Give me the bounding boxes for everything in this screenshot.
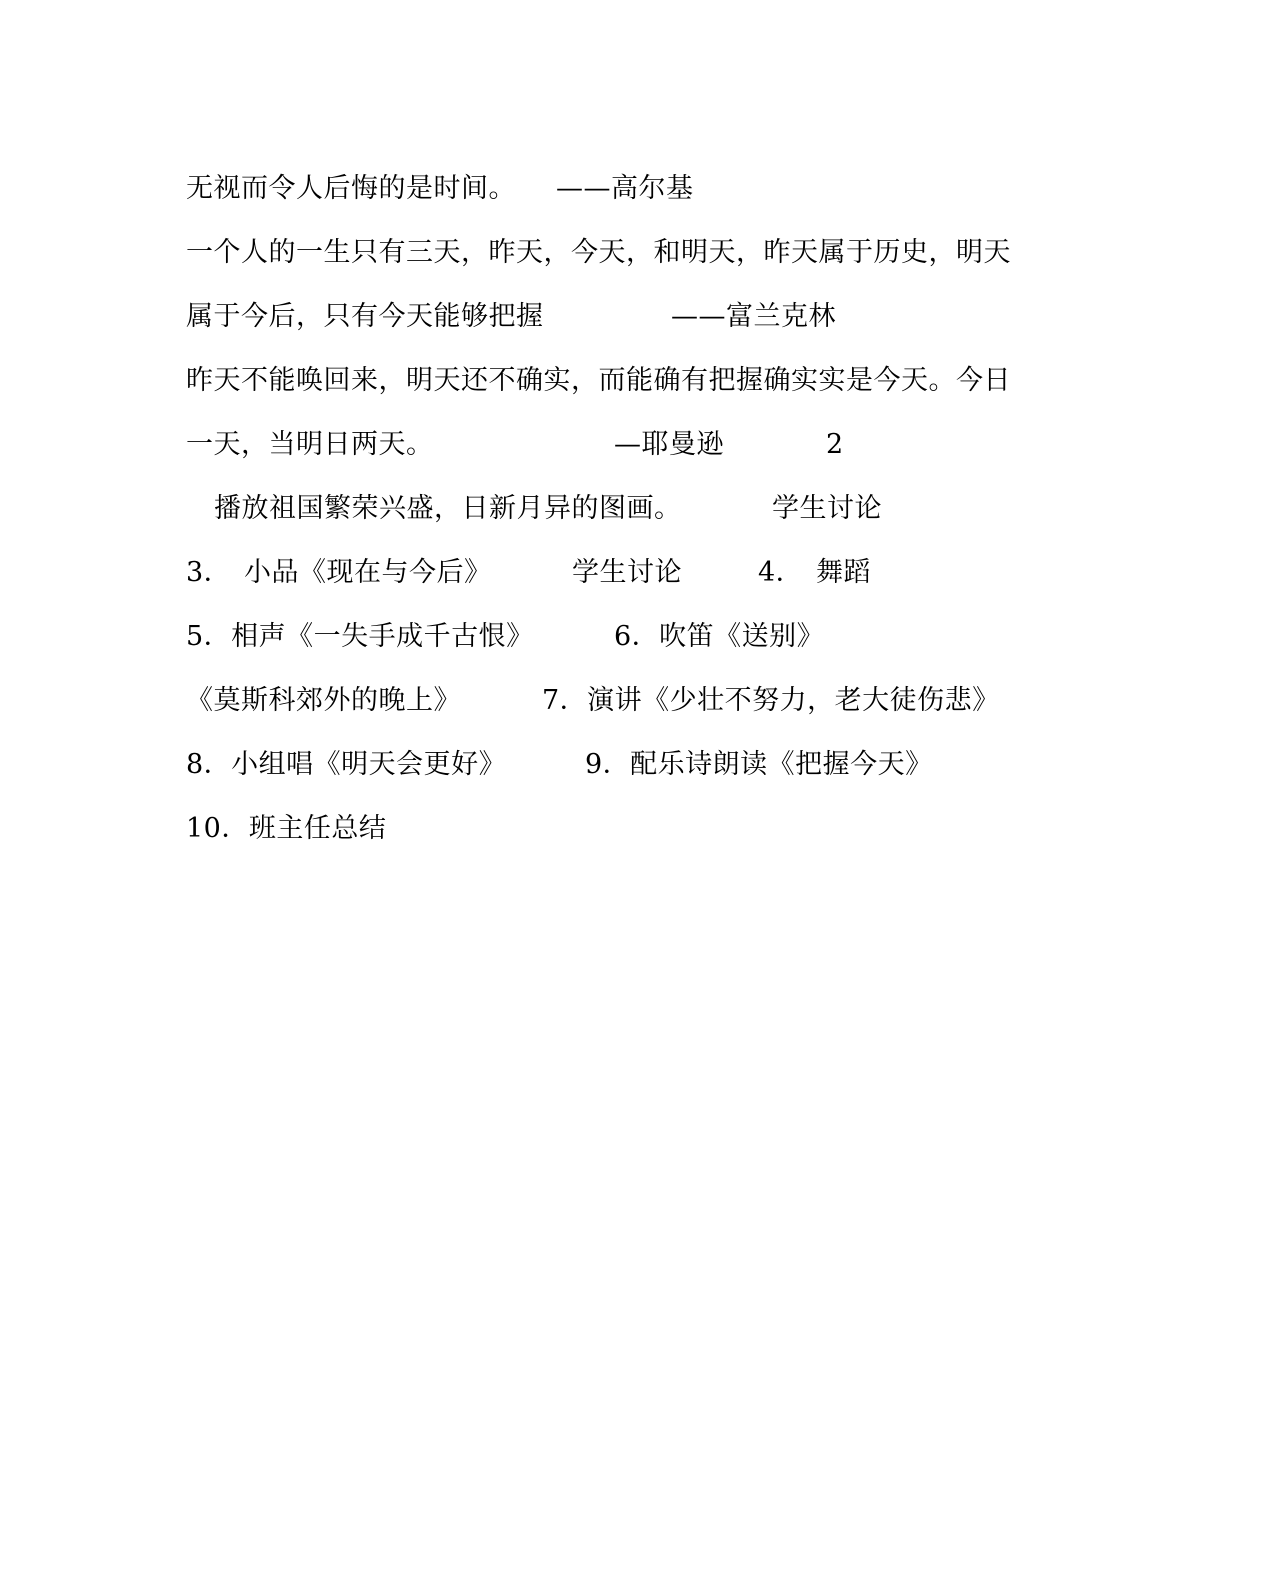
quote-text: 一天，当明日两天。 xyxy=(186,429,434,460)
item-text: 7．演讲《少壮不努力，老大徒伤悲》 xyxy=(542,685,1000,716)
quote-attribution: ——富兰克林 xyxy=(671,301,836,332)
item-number: 3． xyxy=(186,557,232,588)
item-text: 《莫斯科郊外的晚上》 xyxy=(186,685,461,716)
item-text: 播放祖国繁荣兴盛，日新月异的图画。 xyxy=(214,493,682,524)
item-number: 4． xyxy=(758,557,804,588)
item-text: 9．配乐诗朗读《把握今天》 xyxy=(585,749,933,780)
item-text: 舞蹈 xyxy=(816,557,871,588)
item-note: 学生讨论 xyxy=(572,557,682,588)
item-note: 学生讨论 xyxy=(772,493,882,524)
quote-text: 昨天不能唤回来，明天还不确实，而能确有把握确实实是今天。今日 xyxy=(186,365,1011,396)
program-item-10 xyxy=(186,812,387,914)
quote-attribution: —耶曼逊 xyxy=(614,429,724,460)
item-text: 5．相声《一失手成千古恨》 xyxy=(186,621,534,652)
item-text: 小品《现在与今后》 xyxy=(244,557,492,588)
item-text: 8．小组唱《明天会更好》 xyxy=(186,749,507,780)
item-text: 10．班主任总结 xyxy=(186,813,387,844)
item-text: 6．吹笛《送别》 xyxy=(614,621,825,652)
item-number: 2 xyxy=(826,429,844,460)
quote-text: 属于今后，只有今天能够把握 xyxy=(186,301,544,332)
quote-text: 一个人的一生只有三天，昨天，今天，和明天，昨天属于历史，明天 xyxy=(186,237,1011,268)
quote-text: 无视而令人后悔的是时间。 xyxy=(186,173,516,204)
quote-attribution: ——高尔基 xyxy=(556,173,694,204)
